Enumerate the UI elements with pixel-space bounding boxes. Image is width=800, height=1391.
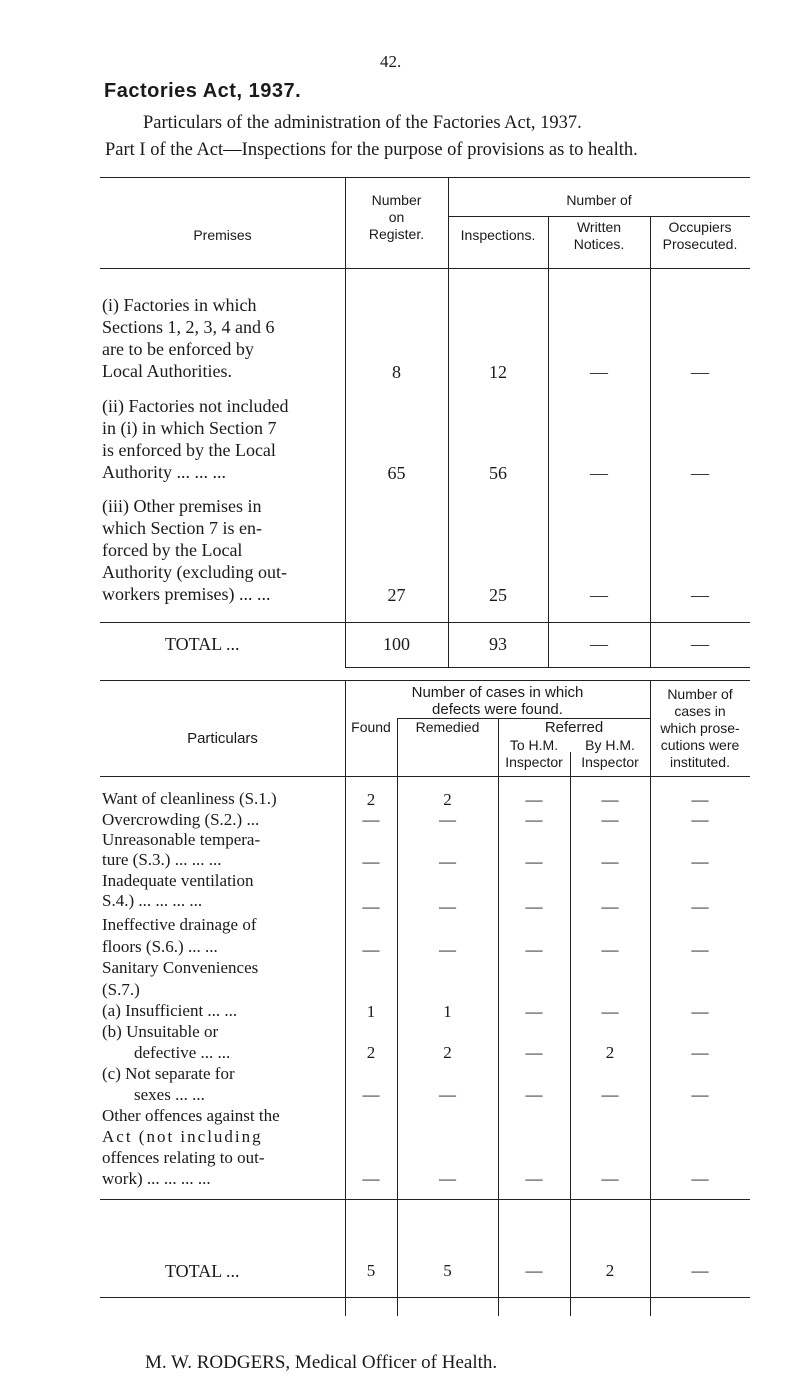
found-value: — [362,810,380,829]
to-hm-total: — [525,1261,543,1280]
to-hm-value: — [525,852,543,871]
prosecuted-total: — [691,634,709,654]
row-label-line: forced by the Local [102,540,243,560]
row-label-line: is enforced by the Local [102,440,276,460]
inspections-total: 93 [489,634,507,654]
remedied-value: — [439,940,456,959]
by-hm-value: 2 [605,1043,615,1062]
row-label-line: S.4.) ... ... ... ... [102,891,203,910]
inspections-header: Inspections. [460,227,536,243]
register-value: 8 [392,362,401,382]
found-value: 2 [366,1043,376,1062]
cases-found-header: Number of cases in which [411,684,584,701]
row-label-line: in (i) in which Section 7 [102,418,277,438]
inspections-value: 25 [489,585,507,605]
remedied-value: 1 [443,1002,452,1021]
to-hm-header: To H.M. [509,737,559,753]
row-label-line: Overcrowding (S.2.) ... [102,810,260,829]
by-hm-value: — [601,852,619,871]
found-value: — [362,897,380,916]
prosecutions-value: — [691,810,709,829]
prosecutions-value: — [691,940,709,959]
row-label-line: Other offences against the [102,1106,280,1125]
row-label-line: (b) Unsuitable or [102,1022,219,1041]
by-hm-inspector-header: Inspector [581,754,639,770]
written-header: Written [576,219,622,235]
number-of-header: Number of [566,192,632,208]
number-on-header-2: on [388,209,405,225]
remedied-value: — [439,852,456,871]
row-label-line: Unreasonable tempera- [102,830,261,849]
found-value: — [362,852,380,871]
row-label-line: (c) Not separate for [102,1064,235,1083]
row-label-line: workers premises) ... ... [102,584,271,604]
number-on-header: Number [371,192,422,208]
row-label-line: (a) Insufficient ... ... [102,1001,238,1020]
notices-total: — [590,634,608,654]
row-label-line: Authority ... ... ... [102,462,226,482]
prosecutions-value: — [691,897,709,916]
row-label-line: defective ... ... [134,1043,231,1062]
prosecuted-value: — [691,463,709,483]
occupiers-header: Occupiers [668,219,732,235]
remedied-value: — [439,897,456,916]
remedied-value: — [439,1169,456,1188]
row-label-line: (ii) Factories not included [102,396,289,416]
found-value: — [362,1085,380,1104]
by-hm-value: — [601,1169,619,1188]
to-hm-value: — [525,897,543,916]
subtitle-line-1: Particulars of the administration of the Factories Act, 1937. [143,113,582,133]
total-label: TOTAL ... [165,1261,240,1281]
by-hm-value: — [601,940,619,959]
to-hm-value: — [525,790,543,809]
prosecuted-value: — [691,585,709,605]
prosecutions-value: — [691,1085,709,1104]
subtitle-line-2: Part I of the Act—Inspections for the purpose of provisions as to health. [105,140,638,160]
remedied-total: 5 [443,1261,452,1280]
found-total: 5 [366,1261,376,1280]
prosecutions-header-4: cutions were [660,737,740,753]
notices-header: Notices. [573,236,625,252]
row-label-line: Authority (excluding out- [102,562,287,582]
to-hm-value: — [525,810,543,829]
premises-header: Premises [193,227,252,243]
remedied-value: 2 [443,1043,452,1062]
row-label-line: Local Authorities. [102,361,232,381]
to-hm-inspector-header: Inspector [505,754,563,770]
to-hm-value: — [525,1085,543,1104]
prosecuted-header: Prosecuted. [662,236,738,252]
page-title: Factories Act, 1937. [104,80,302,102]
by-hm-value: — [601,897,619,916]
row-label-line: work) ... ... ... ... [102,1169,211,1188]
notices-value: — [590,362,608,382]
prosecutions-value: — [691,852,709,871]
prosecutions-total: — [691,1261,709,1280]
row-label-line: offences relating to out- [102,1148,265,1167]
register-header: Register. [368,226,425,242]
register-value: 65 [387,463,406,483]
row-label-line: sexes ... ... [134,1085,205,1104]
found-value: — [362,940,380,959]
row-label-line: Sanitary Conveniences [102,958,259,977]
row-label-line: are to be enforced by [102,339,254,359]
to-hm-value: — [525,940,543,959]
inspections-value: 12 [489,362,507,382]
prosecutions-value: — [691,790,709,809]
found-value: — [362,1169,380,1188]
total-label: TOTAL ... [165,634,240,654]
prosecutions-value: — [691,1043,709,1062]
by-hm-value: — [601,790,619,809]
prosecutions-value: — [691,1002,709,1021]
by-hm-value: — [601,1085,619,1104]
by-hm-total: 2 [605,1261,615,1280]
prosecutions-header: Number of [667,686,733,702]
prosecutions-header-2: cases in [674,703,726,719]
by-hm-header: By H.M. [585,737,635,753]
page-number: 42. [380,52,402,71]
row-label-line: (i) Factories in which [102,295,257,315]
found-value: 1 [366,1002,376,1021]
remedied-value: — [439,810,456,829]
remedied-value: — [439,1085,456,1104]
row-label-line: Ineffective drainage of [102,915,257,934]
prosecutions-header-3: which prose- [660,720,740,736]
to-hm-value: — [525,1169,543,1188]
referred-header: Referred [544,719,604,736]
found-header: Found [351,719,391,735]
signature: M. W. RODGERS, Medical Officer of Health. [145,1352,498,1373]
register-total: 100 [383,634,410,654]
prosecutions-value: — [691,1169,709,1188]
row-label-line: which Section 7 is en- [102,518,262,538]
row-label-line: (iii) Other premises in [102,496,262,516]
row-label-line: Want of cleanliness (S.1.) [102,789,277,808]
row-label-line: ture (S.3.) ... ... ... [102,850,222,869]
row-label-line: (S.7.) [102,980,140,999]
by-hm-value: — [601,810,619,829]
to-hm-value: — [525,1043,543,1062]
inspections-value: 56 [489,463,507,483]
row-label-line: Act (not including [102,1127,263,1146]
by-hm-value: — [601,1002,619,1021]
prosecuted-value: — [691,362,709,382]
particulars-header: Particulars [187,730,258,747]
prosecutions-header-5: instituted. [670,754,730,770]
row-label-line: Sections 1, 2, 3, 4 and 6 [102,317,275,337]
found-value: 2 [366,790,376,809]
register-value: 27 [387,585,406,605]
notices-value: — [590,585,608,605]
remedied-value: 2 [443,790,452,809]
cases-found-header-2: defects were found. [432,701,563,718]
row-label-line: floors (S.6.) ... ... [102,937,218,956]
remedied-header: Remedied [415,719,480,735]
notices-value: — [590,463,608,483]
row-label-line: Inadequate ventilation [102,871,254,890]
to-hm-value: — [525,1002,543,1021]
